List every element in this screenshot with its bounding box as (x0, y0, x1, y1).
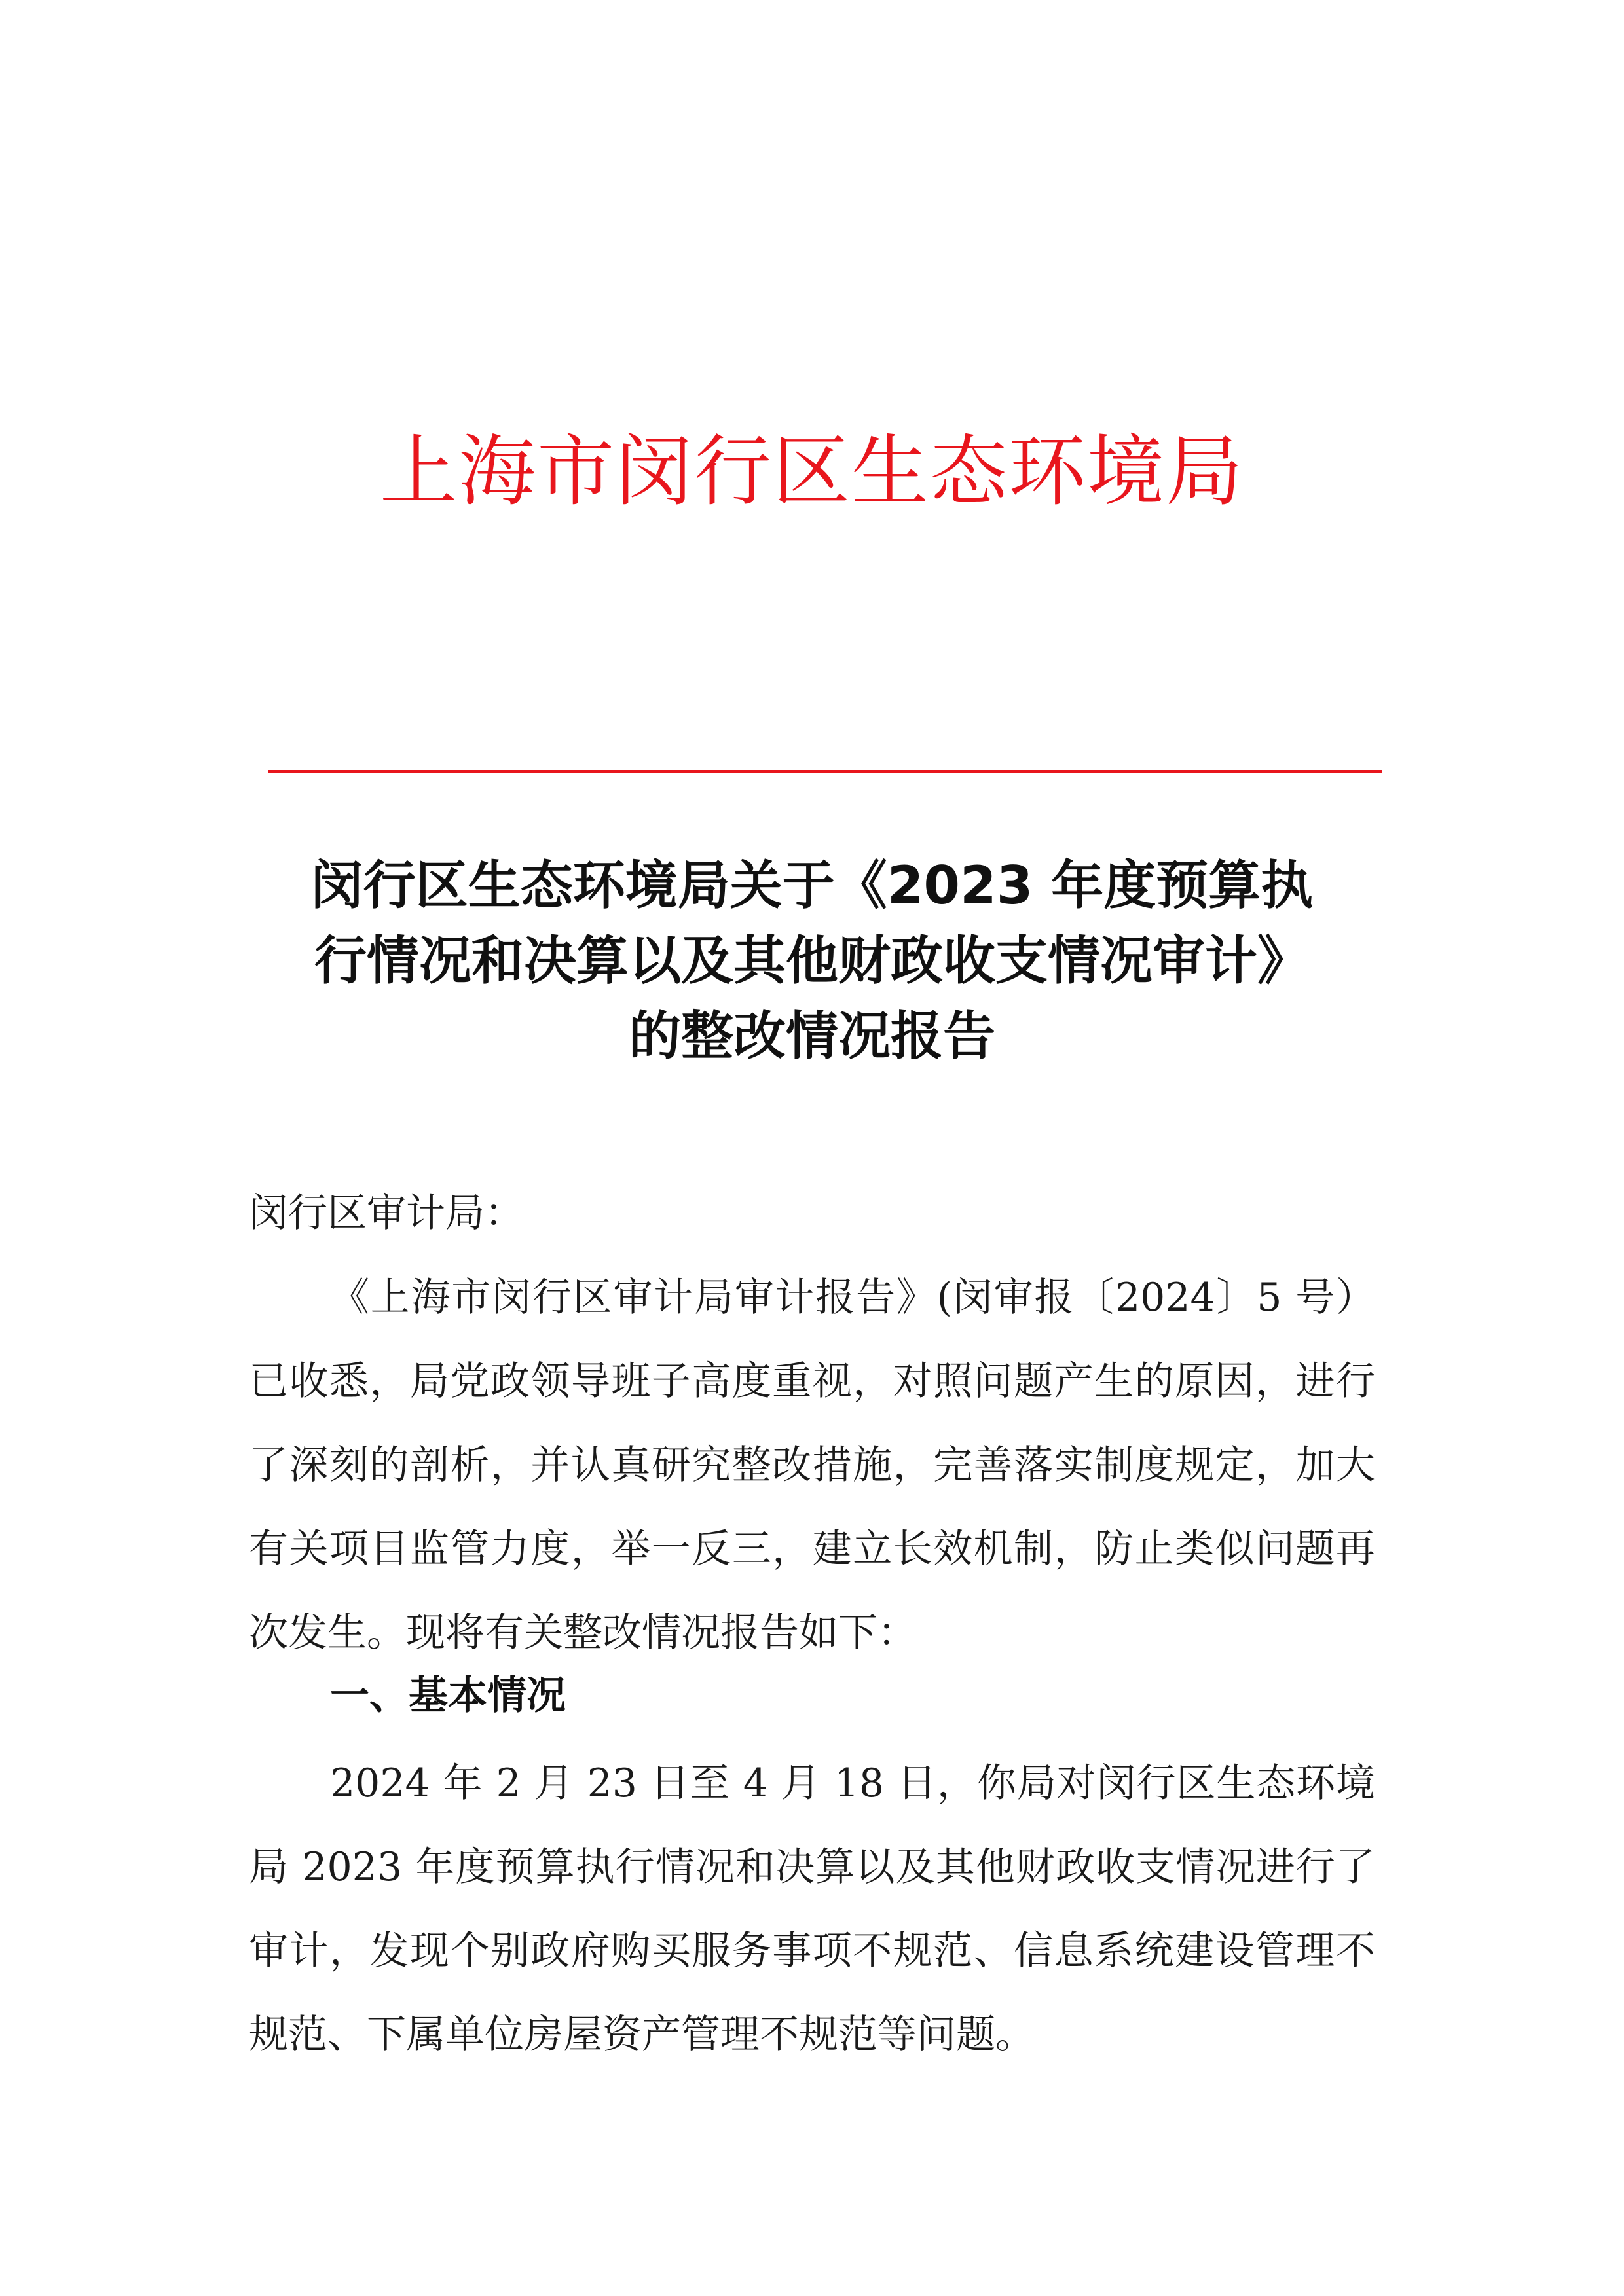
red-divider-line (268, 770, 1382, 773)
document-title (249, 848, 1375, 1074)
salutation: 闵行区审计局： (249, 1190, 524, 1236)
agency-masthead: 上海市闵行区生态环境局 (379, 426, 1244, 517)
title-line-3: 的整改情况报告 (629, 1006, 995, 1066)
title-line-2: 行情况和决算以及其他财政收支情况审计》 (314, 930, 1310, 991)
body-paragraph-1: 《上海市闵行区审计局审计报告》(闵审报〔2024〕5 号）已收悉，局党政领导班子高度重视，对照问题产生的原因，进行了深刻的剖析，并认真研究整改措施，完善落实制度规定，加大有关项目监管力度，举一反三，建立长效机制，防止类似问题再次发生。现将有关整改情况报告如下： (249, 1275, 1375, 1656)
title-line-1: 闵行区生态环境局关于《2023 年度预算执 (310, 855, 1314, 916)
section-heading-basic-situation: 一、基本情况 (330, 1673, 566, 1719)
body-paragraph-2: 2024 年 2 月 23 日至 4 月 18 日，你局对闵行区生态环境局 2023 年度预算执行情况和决算以及其他财政收支情况进行了审计，发现个别政府购买服务事项不规范、信息系统建设管理不规范、下属单位房屋资产管理不规范等问题。 (249, 1760, 1375, 2058)
